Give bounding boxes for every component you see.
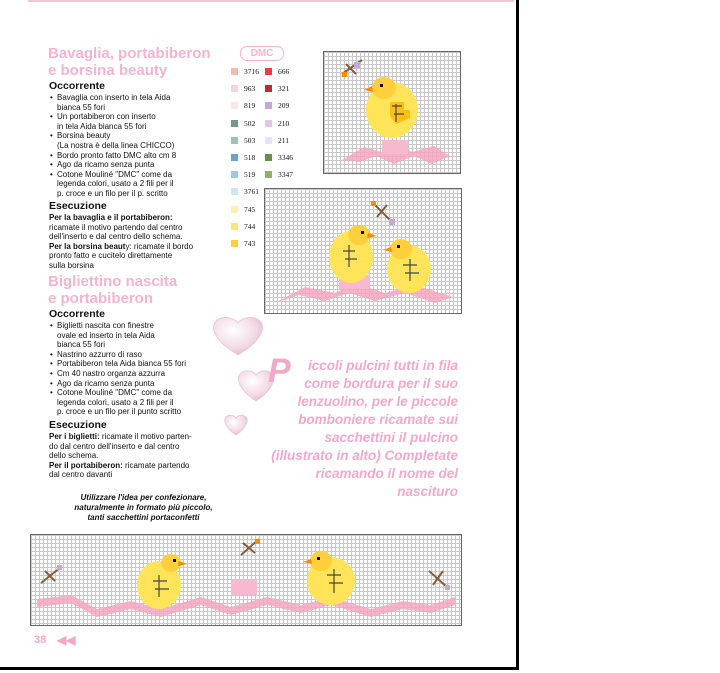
legend-swatch (231, 154, 238, 161)
chick-right (383, 239, 431, 293)
material-item: • Bavaglia con inserto in tela Aida (50, 93, 220, 103)
legend-code: 210 (278, 118, 290, 128)
caption-line3: tanti sacchettini portaconfetti (87, 513, 200, 522)
legend-code: 745 (244, 204, 256, 214)
legend-swatch (231, 171, 238, 178)
chart-single-chick (323, 51, 461, 174)
material-item: • Nastrino azzurro di raso (50, 350, 220, 360)
execution-line: Per la borsina beauty: ricamate il bordo (49, 241, 194, 251)
material-item: • Cm 40 nastro organza azzurra (50, 369, 220, 379)
material-item: • Cotone Mouliné "DMC" come da (50, 388, 220, 398)
legend-code: 209 (278, 101, 290, 111)
dmc-badge: DMC (240, 46, 284, 61)
chick-left (329, 225, 377, 283)
quote-text: iccoli pulcini tutti in fila come bordura per il suo lenzuolino, per le piccole bomboniere ricamate sui sacchettini il pulcino (illustrato in alto) Completate ricamando il nome del nascituro (271, 358, 458, 499)
pull-quote (268, 352, 458, 501)
material-item: • Borsina beauty (50, 131, 220, 141)
heart-small-icon (222, 412, 250, 438)
legend-code: 503 (244, 135, 256, 145)
legend-code: 3761 (244, 187, 259, 197)
execution-line: Per i biglietti: ricamate il motivo parten- (49, 432, 192, 441)
page-number: 38 (34, 634, 47, 646)
legend-code: 518 (244, 153, 256, 162)
execution-line: dello schema. (49, 451, 99, 461)
material-item: legenda colori, usato a 2 fili per il (57, 397, 174, 407)
legend-row (229, 152, 299, 164)
chart-border-strip (30, 534, 462, 626)
legend-swatch (231, 137, 238, 144)
legend-code: 211 (278, 135, 289, 145)
section2-materials-list (50, 321, 220, 417)
top-rule (28, 0, 514, 2)
ribbon-pink (342, 140, 450, 164)
chick-pattern-small (324, 52, 460, 173)
execution-line: sulla borsina (49, 260, 94, 270)
section1-esecuzione-heading: Esecuzione (49, 200, 107, 212)
chick-pattern-border (31, 535, 461, 625)
material-item: • Ago da ricamo senza punta (50, 379, 220, 389)
legend-code: 502 (244, 118, 256, 128)
quote-initial: P (268, 352, 291, 390)
photo-caption (56, 493, 231, 523)
legend-code: 963 (244, 84, 256, 94)
ribbon-wave (37, 579, 455, 617)
section2-esecuzione-heading: Esecuzione (49, 419, 107, 431)
legend-swatch (231, 223, 238, 230)
section2-title-line1: Bigliettino nascita (48, 273, 178, 290)
legend-swatch (265, 68, 272, 75)
material-item: legenda colori, usato a 2 fili per il (57, 179, 174, 189)
legend-code: 3346 (278, 153, 293, 162)
legend-swatch (265, 102, 272, 109)
legend-swatch (265, 137, 272, 144)
heart-large-icon (208, 311, 266, 357)
execution-line: Per la bavaglia e il portabiberon: (49, 213, 173, 222)
legend-code: 666 (278, 67, 290, 76)
caption-line1: Utilizzare l'idea per confezionare, (80, 493, 207, 502)
page-border-bottom (0, 667, 519, 670)
legend-row (229, 118, 299, 130)
legend-code: 3347 (278, 170, 293, 180)
material-item: • Cotone Mouliné "DMC" come da (50, 170, 220, 180)
execution-line: do dal centro dell'inserto e dal centro (49, 441, 180, 451)
execution-line: pronto fatto e cucitelo direttamente (49, 251, 173, 261)
material-item: (La nostra è della linea CHICCO) (57, 140, 175, 150)
execution-line: dell'inserto e dal centro dello schema. (49, 232, 183, 242)
section2-title-line2: e portabiberon (48, 290, 154, 307)
legend-row (229, 66, 299, 78)
material-item: p. croce e un filo per il p. scritto (57, 188, 168, 198)
section1-materials-list (50, 93, 220, 199)
legend-code: 321 (278, 84, 290, 94)
legend-swatch (265, 85, 272, 92)
arrows-icon: ◀◀ (57, 633, 76, 647)
execution-line: dal centro davanti (49, 470, 113, 480)
page-border-right (516, 0, 519, 668)
legend-swatch (231, 120, 238, 127)
legend-swatch (265, 120, 272, 127)
chick-border-left (137, 554, 187, 609)
legend-row (229, 135, 299, 147)
material-item: • Ago da ricamo senza punta (50, 160, 220, 170)
legend-code: 743 (244, 239, 256, 248)
chick-border-right (303, 551, 355, 605)
legend-row (229, 100, 299, 112)
execution-line: ricamate il motivo partendo dal centro (49, 222, 183, 232)
legend-row (229, 83, 299, 95)
pacifier-decor (371, 201, 395, 225)
section1-title-line2: e borsina beauty (48, 62, 168, 79)
legend-row (229, 169, 299, 181)
material-item: bianca 55 fori (57, 340, 106, 350)
chick (364, 77, 418, 138)
material-item: bianca 55 fori (57, 102, 106, 112)
legend-swatch (231, 85, 238, 92)
execution-line: Per il portabiberon: ricamate partendo (49, 460, 190, 470)
section2-execution-text (49, 432, 224, 480)
material-item: in tela Aida bianca 55 fori (57, 121, 147, 131)
legend-code: 744 (244, 221, 256, 231)
section2-occorrente-heading: Occorrente (49, 308, 106, 320)
legend-code: 819 (244, 101, 256, 111)
material-item: ovale ed inserto in tela Aida (57, 330, 155, 340)
material-item: • Un portabiberon con inserto (50, 112, 220, 122)
legend-swatch (231, 102, 238, 109)
legend-swatch (231, 68, 238, 75)
legend-code: 3716 (244, 67, 259, 76)
caption-line2: naturalmente in formato più piccolo, (74, 503, 213, 512)
chick-pattern-pair (265, 189, 461, 313)
legend-swatch (265, 154, 272, 161)
material-item: • Portabiberon tela Aida bianca 55 fori (50, 359, 220, 369)
legend-swatch (265, 171, 272, 178)
legend-swatch (231, 206, 238, 213)
pacifier-decor (342, 60, 362, 77)
material-item: • Bordo pronto fatto DMC alto cm 8 (50, 151, 220, 161)
legend-swatch (231, 240, 238, 247)
material-item: • Biglietti nascita con finestre (50, 321, 220, 331)
section1-execution-text (49, 213, 224, 271)
section1-occorrente-heading: Occorrente (49, 80, 106, 92)
section1-title-line1: Bavaglia, portabiberon (48, 45, 211, 62)
material-item: p. croce e un filo per il punto scritto (57, 407, 182, 417)
legend-swatch (231, 188, 238, 195)
legend-code: 519 (244, 170, 256, 180)
chart-two-chicks (264, 188, 462, 314)
